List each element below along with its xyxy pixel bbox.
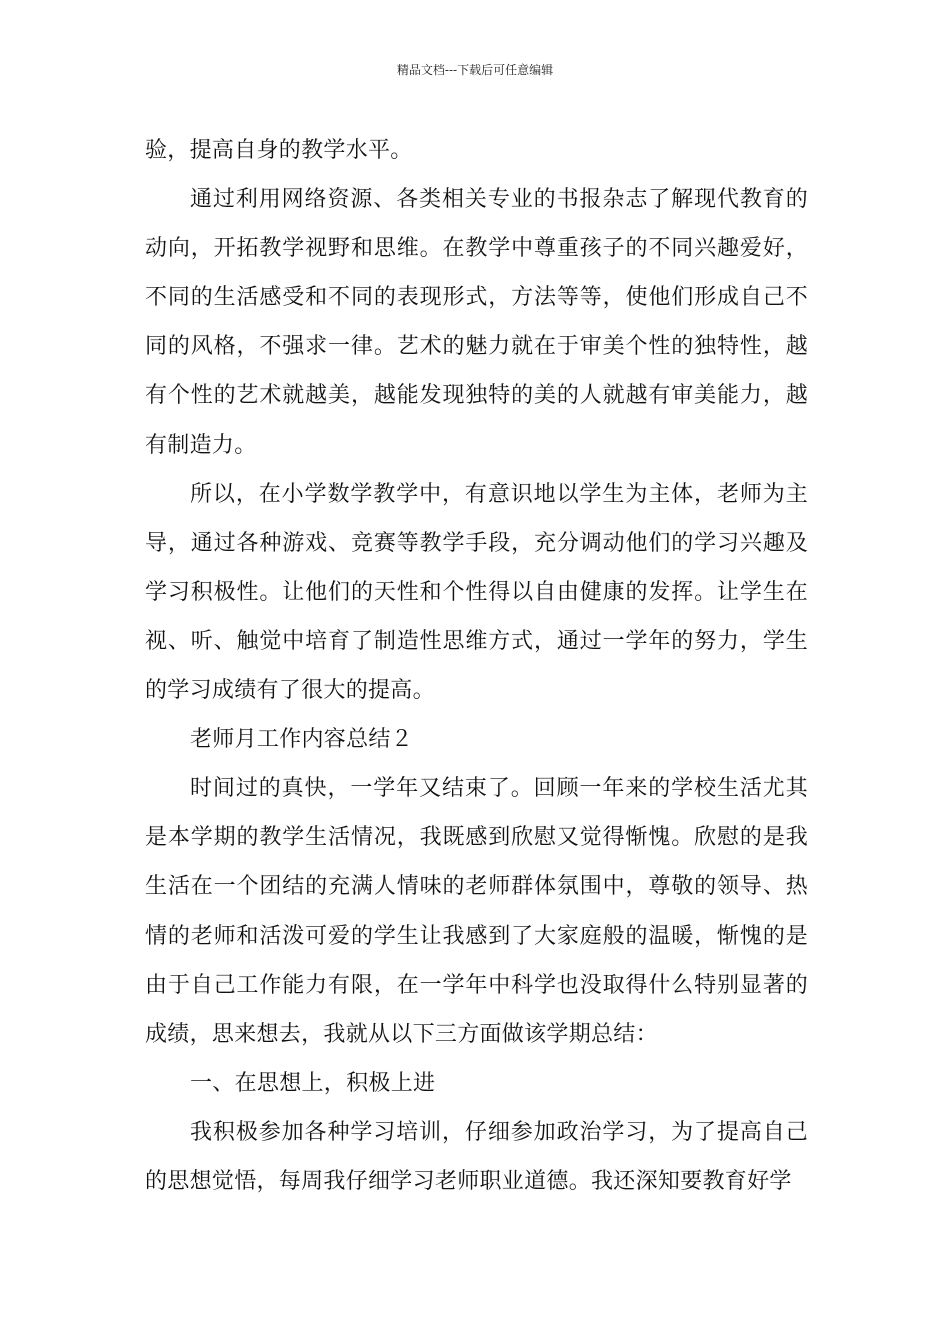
page-header: 精品文档---下载后可任意编辑 [396, 63, 554, 77]
paragraph-3: 所以，在小学数学教学中，有意识地以学生为主体，老师为主导，通过各种游戏、竞赛等教学手段，充分调动他们的学习兴趣及学习积极性。让他们的天性和个性得以自由健康的发挥。让学生在视、听、触觉中培育了制造性思维方式，通过一学年的努力，学生的学习成绩有了很大的提高。 [145, 481, 808, 704]
paragraph-2: 通过利用网络资源、各类相关专业的书报杂志了解现代教育的动向，开拓教学视野和思维。在教学中尊重孩子的不同兴趣爱好，不同的生活感受和不同的表现形式，方法等等，使他们形成自己不同的风格，不强求一律。艺术的魅力就在于审美个性的独特性，越有个性的艺术就越美，越能发现独特的美的人就越有审美能力，越有制造力。 [145, 187, 808, 458]
subheading-thought: 一、在思想上，积极上进 [190, 1070, 436, 1096]
paragraph-4: 时间过的真快，一学年又结束了。回顾一年来的学校生活尤其是本学期的教学生活情况，我既感到欣慰又觉得惭愧。欣慰的是我生活在一个团结的充满人情味的老师群体氛围中，尊敬的领导、热情的老师和活泼可爱的学生让我感到了大家庭般的温暖，惭愧的是由于自己工作能力有限，在一学年中科学也没取得什么特别显著的成绩，思来想去，我就从以下三方面做该学期总结： [145, 776, 808, 1047]
paragraph-5: 我积极参加各种学习培训，仔细参加政治学习，为了提高自己的思想觉悟，每周我仔细学习老师职业道德。我还深知要教育好学 [145, 1119, 808, 1194]
document-body [145, 126, 808, 1206]
paragraph-1: 验，提高自身的教学水平。 [145, 138, 413, 163]
section-heading-2: 老师月工作内容总结２ [190, 727, 414, 753]
